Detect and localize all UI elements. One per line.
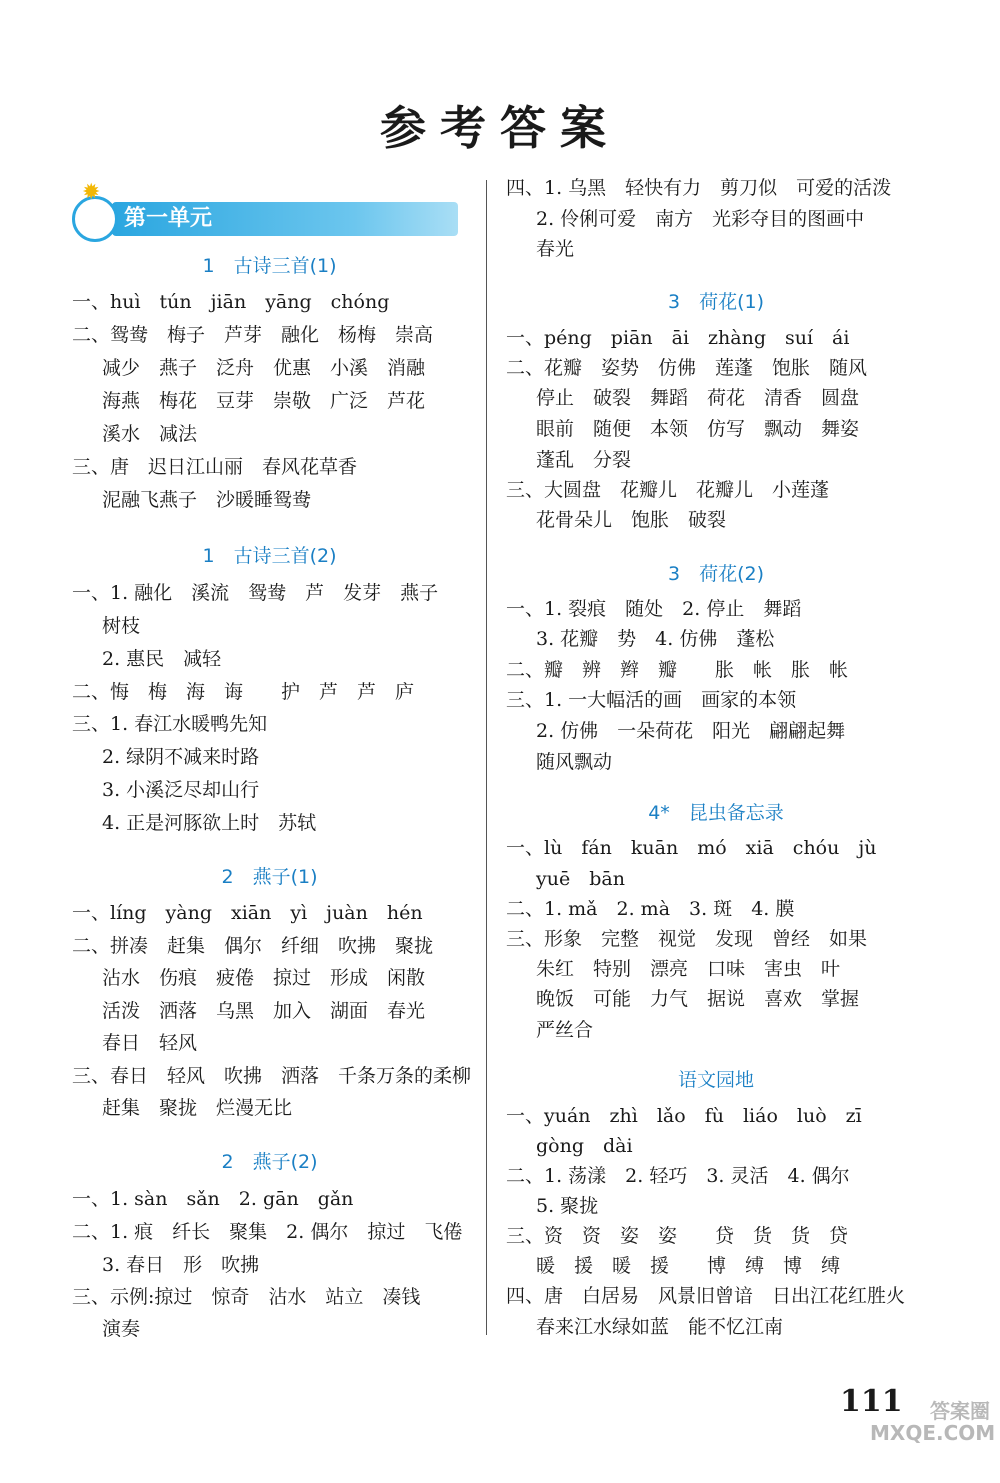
answer-line: 一、1. 融化 溪流 鸳鸯 芦 发芽 燕子 (72, 582, 439, 604)
unit-banner (72, 182, 458, 242)
section-heading: 2 燕子(2) (221, 1151, 318, 1173)
section-heading: 3 荷花(1) (667, 291, 764, 313)
answer-line: 春光 (536, 238, 575, 260)
answer-line: 演奏 (102, 1318, 141, 1340)
sun-icon: ✹ (82, 180, 101, 205)
answer-line: 3. 小溪泛尽却山行 (102, 779, 260, 801)
answer-line: 暖 援 暖 援 博 缚 博 缚 (536, 1255, 841, 1277)
answer-line: 随风飘动 (536, 751, 613, 773)
answer-line: 严丝合 (536, 1019, 594, 1041)
section-heading: 1 古诗三首(1) (202, 255, 337, 277)
answer-line: 三、1. 一大幅活的画 画家的本领 (506, 689, 797, 711)
page-title: 参考答案 (380, 101, 620, 155)
answer-line: 花骨朵儿 饱胀 破裂 (536, 509, 727, 531)
answer-line: 活泼 洒落 乌黑 加入 湖面 春光 (102, 1000, 426, 1022)
answer-line: 二、1. mǎ 2. mà 3. 斑 4. 膜 (506, 898, 795, 920)
answer-line: 四、1. 乌黑 轻快有力 剪刀似 可爱的活泼 (506, 177, 892, 199)
watermark (870, 1399, 996, 1445)
answer-line: 海燕 梅花 豆芽 崇敬 广泛 芦花 (102, 390, 426, 412)
answer-line: 三、示例:掠过 惊奇 沾水 站立 凑钱 (72, 1286, 421, 1308)
section-heading: 2 燕子(1) (221, 866, 318, 888)
answer-line: 二、花瓣 姿势 仿佛 莲蓬 饱胀 随风 (506, 357, 868, 379)
answer-line: 一、yuán zhì lǎo fù liáo luò zī (506, 1105, 862, 1127)
answer-line: 三、1. 春江水暖鸭先知 (72, 713, 268, 735)
answer-line: 二、瓣 辨 辫 瓣 胀 帐 胀 帐 (506, 659, 849, 681)
answer-line: 赶集 聚拢 烂漫无比 (102, 1097, 293, 1119)
answer-line: 一、1. sàn sǎn 2. gān gǎn (72, 1188, 354, 1210)
answer-line: 2. 仿佛 一朵荷花 阳光 翩翩起舞 (536, 720, 846, 742)
section-heading: 4* 昆虫备忘录 (648, 802, 784, 824)
answer-line: 3. 花瓣 势 4. 仿佛 蓬松 (536, 628, 775, 650)
answer-line: 溪水 减法 (102, 423, 198, 445)
answer-line: 一、péng piān āi zhàng suí ái (506, 327, 850, 349)
answer-line: 减少 燕子 泛舟 优惠 小溪 消融 (102, 357, 426, 379)
answer-line: 一、1. 裂痕 随处 2. 停止 舞蹈 (506, 598, 802, 620)
section-heading: 语文园地 (677, 1069, 754, 1091)
answer-line: 沾水 伤痕 疲倦 掠过 形成 闲散 (102, 967, 426, 989)
answer-line: 泥融飞燕子 沙暖睡鸳鸯 (102, 489, 312, 511)
answer-line: 四、唐 白居易 风景旧曾谙 日出江花红胜火 (506, 1285, 906, 1307)
answer-line: 蓬乱 分裂 (536, 449, 632, 471)
answer-line: 晚饭 可能 力气 据说 喜欢 掌握 (536, 988, 860, 1010)
answer-line: yuē bān (536, 868, 625, 890)
answer-line: 一、huì tún jiān yāng chóng (72, 291, 390, 313)
answer-line: 4. 正是河豚欲上时 苏轼 (102, 812, 317, 834)
answer-line: 二、鸳鸯 梅子 芦芽 融化 杨梅 崇高 (72, 324, 434, 346)
answer-line: 眼前 随便 本领 仿写 飘动 舞姿 (536, 418, 860, 440)
answer-line: 二、1. 荡漾 2. 轻巧 3. 灵活 4. 偶尔 (506, 1165, 850, 1187)
answer-line: 5. 聚拢 (536, 1195, 599, 1217)
answer-line: 停止 破裂 舞蹈 荷花 清香 圆盘 (536, 387, 860, 409)
section-heading: 1 古诗三首(2) (202, 545, 337, 567)
answer-line: 树枝 (102, 615, 141, 637)
answer-line: 春日 轻风 (102, 1032, 198, 1054)
answer-line: 3. 春日 形 吹拂 (102, 1254, 260, 1276)
answer-line: 二、1. 痕 纤长 聚集 2. 偶尔 掠过 飞倦 (72, 1221, 463, 1243)
answer-line: 2. 惠民 减轻 (102, 648, 222, 670)
answer-line: 三、资 资 姿 姿 贷 货 货 贷 (506, 1225, 849, 1247)
answer-line: 春来江水绿如蓝 能不忆江南 (536, 1316, 784, 1338)
answer-line: 二、悔 梅 海 诲 护 芦 芦 庐 (72, 681, 415, 703)
watermark-url: MXQE.COM (870, 1421, 996, 1445)
section-heading: 3 荷花(2) (667, 563, 764, 585)
answer-line: 2. 伶俐可爱 南方 光彩夺目的图画中 (536, 208, 865, 230)
answer-line: gòng dài (536, 1135, 633, 1157)
answer-line: 三、大圆盘 花瓣儿 花瓣儿 小莲蓬 (506, 479, 830, 501)
answer-line: 2. 绿阴不减来时路 (102, 746, 260, 768)
unit-title: 第一单元 (124, 206, 213, 231)
column-divider (486, 180, 487, 1335)
answer-line: 一、líng yàng xiān yì juàn hén (72, 902, 423, 924)
answer-line: 三、形象 完整 视觉 发现 曾经 如果 (506, 928, 868, 950)
watermark-logo-text: 答案圈 (930, 1399, 990, 1423)
page-number: 111 (840, 1384, 903, 1419)
answer-line: 朱红 特别 漂亮 口味 害虫 叶 (536, 958, 841, 980)
answer-line: 三、唐 迟日江山丽 春风花草香 (72, 456, 358, 478)
answer-line: 一、lù fán kuān mó xiā chóu jù (506, 837, 877, 859)
answer-line: 二、拼凑 赶集 偶尔 纤细 吹拂 聚拢 (72, 935, 434, 957)
answer-line: 三、春日 轻风 吹拂 洒落 千条万条的柔柳 (72, 1065, 472, 1087)
